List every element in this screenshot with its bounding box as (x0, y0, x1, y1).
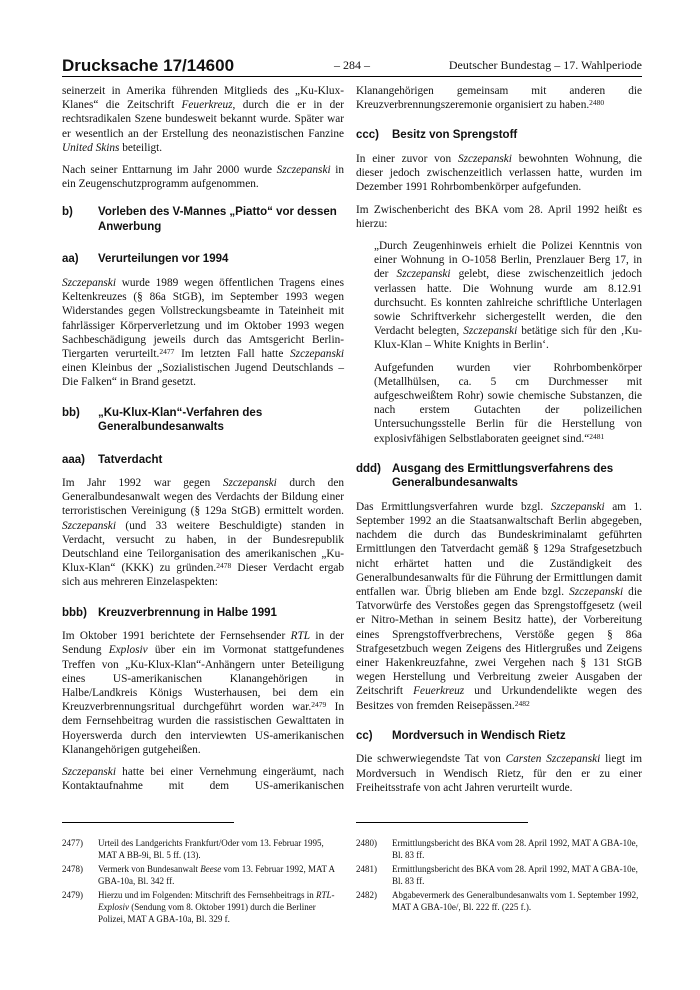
footnote-ref: 2480 (589, 98, 605, 108)
document-number: Drucksache 17/14600 (62, 56, 235, 75)
paragraph: Nach seiner Enttarnung im Jahr 2000 wurde Szczepanski in ein Zeugenschutzprogramm aufgenommen. (62, 164, 344, 191)
quote-paragraph: „Durch Zeugenhinweis erhielt die Polizei Kenntnis von einer Wohnung in O-1058 Berlin, Prenzlauer Berg 17, in der Szczepanski gelebt, diese zwischenzeitlich jedoch verlassen hatte. Die Wohnung wurde am 8.12.91 durchsucht. Es konnten zahlreiche schriftliche Unterlagen sowie Schriftverkehr sichergestellt werden, die den Verdacht belegten, Szczepanski betätige sich für den ‚Ku-Klux-Klan – White Knights in Berlin‘. (374, 239, 643, 352)
section-heading: ddd) Ausgang des Ermittlungsverfahrens des Generalbundesanwalts (356, 462, 614, 490)
paragraph: Szczepanski hatte bei einer Vernehmung eingeräumt, nach Kontaktaufnahme mit dem US-amerikanischen (62, 766, 344, 793)
footnotes-left (62, 838, 344, 928)
footnote-ref: 2482 (514, 698, 530, 708)
section-heading: cc) Mordversuch in Wendisch Rietz (356, 729, 566, 742)
section-heading: b) Vorleben des V-Mannes „Piatto“ vor dessen Anwerbung (62, 206, 337, 233)
section-heading: aa) Verurteilungen vor 1994 (62, 253, 229, 266)
section-heading: bbb) Kreuzverbrennung in Halbe 1991 (62, 606, 277, 619)
right-column (356, 84, 642, 803)
left-column (62, 84, 344, 801)
footnote-ref: 2479 (311, 700, 327, 710)
footnote: 2482) Abgabevermerk des Generalbundesanwalts vom 1. September 1992, MAT A GBA-10e/, Bl. 222 ff. (225 f.). (356, 890, 639, 912)
paragraph: Im Oktober 1991 berichtete der Fernsehsender RTL in der Sendung Explosiv über ein im Vormonat stattgefundenes Treffen von „Ku-Klux-Klan“-Anhängern unter Beteiligung eines US-amerikanischen Klanangehörigen in Halbe/Landkreis Königs Wusterhausen, bei dem ein Kreuzverbrennungsritual durchgeführt worden war.$^{2479}$ In dem Fernsehbeitrag wurden die rassistischen Gewalttaten in Hoyerswerda durch den interviewten US-amerikanischen Klanangehörigen gutgeheißen. (62, 630, 344, 756)
section-heading: aaa) Tatverdacht (62, 453, 163, 466)
footnote-ref: 2477 (159, 346, 175, 356)
publisher-label: Deutscher Bundestag – 17. Wahlperiode (448, 58, 642, 72)
footnote-separator (356, 822, 528, 823)
paragraph: seinerzeit in Amerika führenden Mitglieds des „Ku-Klux-Klanes“ die Zeitschrift Feuerkreuz, durch die er in der rechtsradikalen Szene bundesweit bekannt wurde. Später war er wesentlich an der Erstellung des neonazistischen Fanzine United Skins beteiligt. (62, 85, 344, 154)
footnote: 2479) Hierzu und im Folgenden: Mitschrift des Fernsehbeitrags in RTL-Explosiv (Sendung vom 8. Oktober 1991) durch die Berliner Polizei, MAT A GBA-10a, Bl. 329 f. (62, 890, 335, 924)
paragraph: Klanangehörigen gemeinsam mit anderen die Kreuzverbrennungszeremonie organisiert zu haben.$^{2480}$ (356, 85, 642, 112)
section-heading: ccc) Besitz von Sprengstoff (356, 129, 518, 142)
page-header (62, 54, 642, 77)
footnote-separator (62, 822, 234, 823)
footnote: 2481) Ermittlungsbericht des BKA vom 28. April 1992, MAT A GBA-10e, Bl. 83 ff. (356, 864, 638, 886)
page-number: – 284 – (334, 58, 370, 72)
paragraph: Die schwerwiegendste Tat von Carsten Szczepanski liegt im Mordversuch in Wendisch Rietz, für den er zu einer Freiheitsstrafe von acht Jahren verurteilt wurde. (356, 753, 642, 794)
footnotes-right (356, 838, 642, 917)
footnote: 2480) Ermittlungsbericht des BKA vom 28. April 1992, MAT A GBA-10e, Bl. 83 ff. (356, 838, 638, 860)
paragraph: Szczepanski wurde 1989 wegen öffentlichen Tragens eines Keltenkreuzes (§ 86a StGB), im September 1993 wegen Widerstandes gegen Vollstreckungsbeamte in Tateinheit mit fahrlässiger Körperverletzung und im Oktober 1993 wegen Sachbeschädigung jeweils durch das Amtsgericht Berlin-Tiergarten verurteilt.$^{2477}$ Im letzten Fall hatte Szczepanski einen Kleinbus der „Sozialistischen Jugend Deutschlands – Die Falken“ in Brand gesetzt. (62, 276, 344, 389)
footnote-ref: 2478 (216, 561, 232, 571)
paragraph: Im Zwischenbericht des BKA vom 28. April 1992 heißt es hierzu: (356, 203, 642, 230)
footnote-ref: 2481 (589, 431, 605, 441)
quotation (374, 239, 642, 446)
quote-paragraph: Aufgefunden wurden vier Rohrbombenkörper (Metallhülsen, ca. 5 cm Durchmesser mit aufgeschweißtem Rohr) sowie chemische Substanzen, die nach erstem Gutachten der polizeilichen Untersuchungsstelle Berlin für die Herstellung von explosivfähigen Selbstlaboraten geeignet sind.“$^{2481}$ (374, 361, 642, 445)
section-heading: bb) „Ku-Klux-Klan“-Verfahren des Generalbundesanwalts (62, 406, 263, 434)
paragraph: In einer zuvor von Szczepanski bewohnten Wohnung, die dieser jedoch zwischenzeitlich verlassen hatte, wurden im Dezember 1991 Rohrbombenkörper aufgefunden. (356, 152, 642, 194)
paragraph: Das Ermittlungsverfahren wurde bzgl. Szczepanski am 1. September 1992 an die Staatsanwaltschaft Berlin abgegeben, nachdem die durch das Bundeskriminalamt geführten Ermittlungen den Tatverdacht gemäß § 129a Strafgesetzbuch nicht erhärtet hatten und die Zuständigkeit des Generalbundesanwalts für die Führung der Ermittlungen damit entfallen war. Übrig blieben am Ende bzgl. Szczepanski die Tatvorwürfe des Verstoßes gegen das Sprengstoffgesetz (weil er Nitro-Methan in seinem Besitz hatte), der Vorbereitung eines Sprengstoffverbrechens, Verstöße gegen § 86a Strafgesetzbuch wegen Zeigens des Hitlergrußes und Zeigens einer Hakenkreuzfahne, zwei Vergehen nach § 131 StGB wegen Herstellung und Verbreitung zweier Ausgaben der Zeitschrift Feuerkreuz und Urkundendelikte wegen des Besitzes von fremden Reisepässen.$^{2482}$ (356, 500, 642, 712)
paragraph: Im Jahr 1992 war gegen Szczepanski durch den Generalbundesanwalt wegen des Verdachts der Bildung einer terroristischen Vereinigung (§ 129a StGB) ermittelt worden. Szczepanski (und 33 weitere Beschuldigte) standen in Verdacht, versucht zu haben, in der Bundesrepublik Deutschland eine Teilorganisation des amerikanischen „Ku-Klux-Klan“ (KKK) zu gründen.$^{2478}$ Dieser Verdacht ergab sich aus mehreren Einzelaspekten: (62, 477, 344, 589)
footnote: 2477) Urteil des Landgerichts Frankfurt/Oder vom 13. Februar 1995, MAT A BB-9i, Bl. 5 ff. (13). (62, 838, 324, 860)
footnote: 2478) Vermerk von Bundesanwalt Beese vom 13. Februar 1992, MAT A GBA-10a, Bl. 342 ff. (62, 864, 335, 886)
